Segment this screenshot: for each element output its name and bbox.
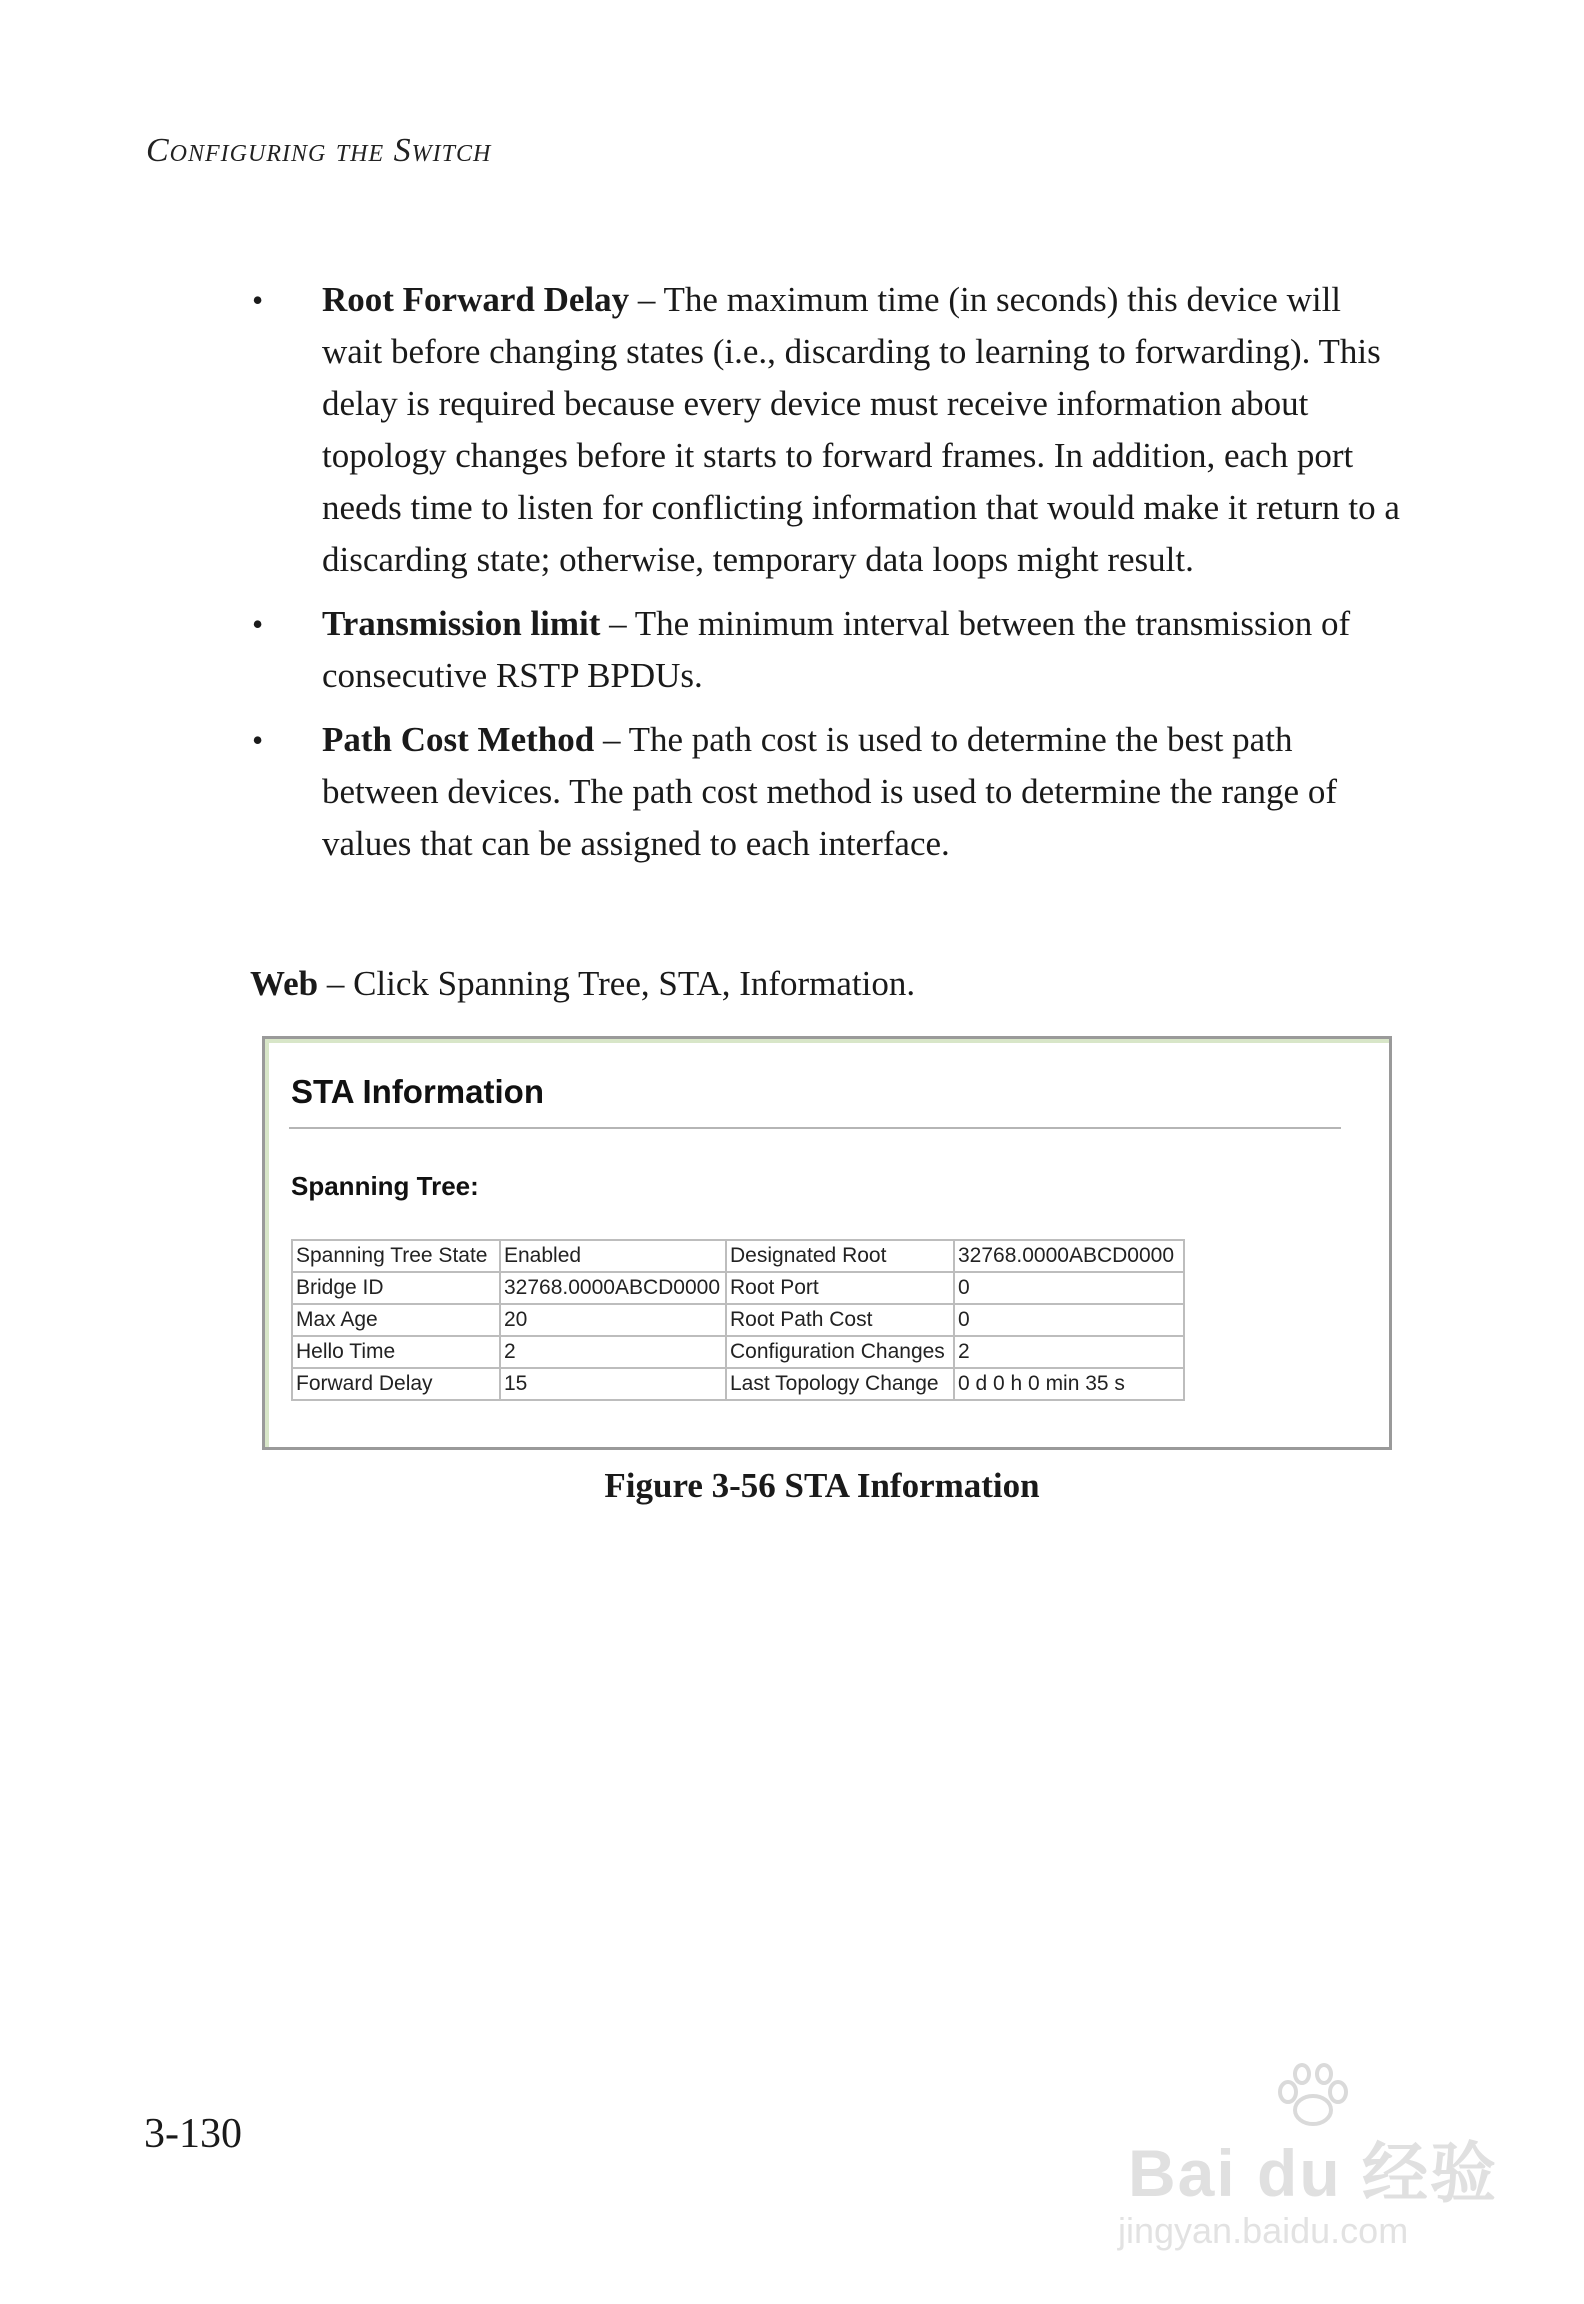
field-label: Spanning Tree State bbox=[292, 1240, 500, 1272]
table-row bbox=[292, 1368, 1184, 1400]
bullet-term: Path Cost Method bbox=[322, 720, 595, 759]
field-label: Root Port bbox=[726, 1272, 954, 1304]
field-label: Designated Root bbox=[726, 1240, 954, 1272]
field-label: Max Age bbox=[292, 1304, 500, 1336]
bullet-text: – The minimum interval between the transmission of consecutive RSTP BPDUs. bbox=[322, 604, 1351, 695]
running-header: Configuring the Switch bbox=[146, 132, 492, 169]
field-value: 0 bbox=[954, 1304, 1184, 1336]
sta-table bbox=[291, 1239, 1185, 1401]
bullet-term: Transmission limit bbox=[322, 604, 601, 643]
field-label: Last Topology Change bbox=[726, 1368, 954, 1400]
panel-subtitle: Spanning Tree: bbox=[291, 1171, 479, 1201]
sta-information-screenshot bbox=[262, 1036, 1392, 1450]
table-row bbox=[292, 1304, 1184, 1336]
watermark-url: jingyan.baidu.com bbox=[1118, 2210, 1409, 2251]
title-divider bbox=[289, 1127, 1341, 1129]
bullet-dot: • bbox=[252, 606, 264, 642]
baidu-watermark bbox=[1118, 2060, 1498, 2260]
web-text: – Click Spanning Tree, STA, Information. bbox=[318, 964, 916, 1003]
bullet-list bbox=[252, 274, 1402, 882]
bullet-item bbox=[252, 274, 1402, 586]
panel-title: STA Information bbox=[291, 1073, 544, 1110]
table-row bbox=[292, 1240, 1184, 1272]
watermark-logo-text: Bai du 经验 bbox=[1128, 2136, 1499, 2210]
bullet-text: – The path cost is used to determine the best path between devices. The path cost method is used to determine the range of values that can be assigned to each interface. bbox=[322, 720, 1337, 863]
field-value: Enabled bbox=[500, 1240, 726, 1272]
page-number: 3-130 bbox=[144, 2111, 242, 2157]
table-row bbox=[292, 1336, 1184, 1368]
field-value: 32768.0000ABCD0000 bbox=[954, 1240, 1184, 1272]
bullet-text: – The maximum time (in seconds) this device will wait before changing states (i.e., discarding to learning to forwarding). This delay is required because every device must receive information about topology changes before it starts to forward frames. In addition, each port needs time to listen for conflicting information that would make it return to a discarding state; otherwise, temporary data loops might result. bbox=[322, 280, 1400, 579]
bullet-dot: • bbox=[252, 282, 264, 318]
field-value: 0 d 0 h 0 min 35 s bbox=[954, 1368, 1184, 1400]
table-row bbox=[292, 1272, 1184, 1304]
figure-caption: Figure 3-56 STA Information bbox=[604, 1466, 1040, 1505]
bullet-term: Root Forward Delay bbox=[322, 280, 630, 319]
field-value: 15 bbox=[500, 1368, 726, 1400]
web-label: Web bbox=[250, 964, 319, 1003]
bullet-item bbox=[252, 598, 1402, 702]
field-value: 0 bbox=[954, 1272, 1184, 1304]
field-label: Hello Time bbox=[292, 1336, 500, 1368]
field-label: Bridge ID bbox=[292, 1272, 500, 1304]
field-label: Configuration Changes bbox=[726, 1336, 954, 1368]
field-label: Root Path Cost bbox=[726, 1304, 954, 1336]
bullet-item bbox=[252, 714, 1402, 870]
web-instruction bbox=[250, 958, 915, 1010]
field-value: 2 bbox=[500, 1336, 726, 1368]
field-value: 32768.0000ABCD0000 bbox=[500, 1272, 726, 1304]
field-label: Forward Delay bbox=[292, 1368, 500, 1400]
bullet-dot: • bbox=[252, 722, 264, 758]
field-value: 2 bbox=[954, 1336, 1184, 1368]
field-value: 20 bbox=[500, 1304, 726, 1336]
